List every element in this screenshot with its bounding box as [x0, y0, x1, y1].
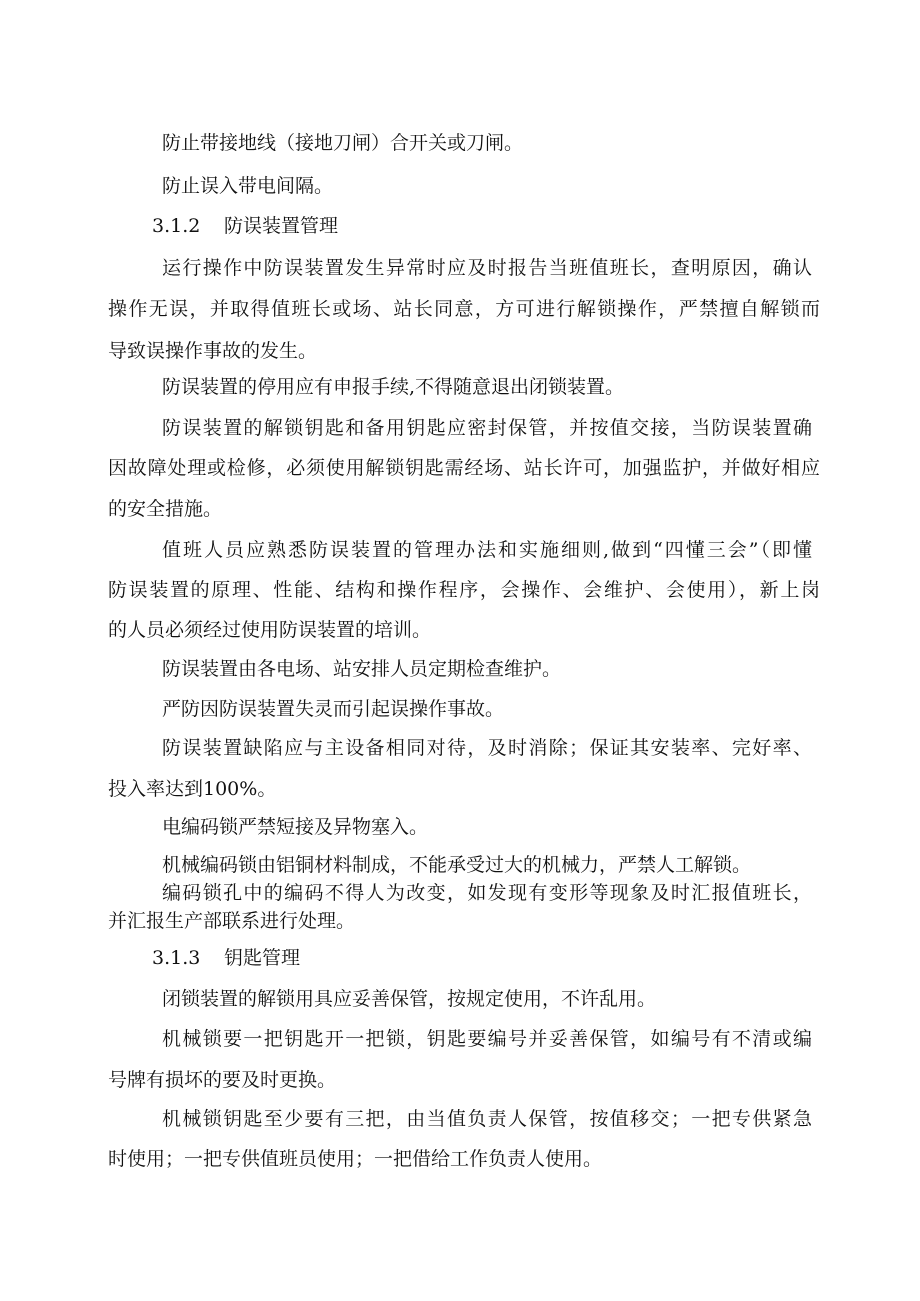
paragraph-line: 时使用；一把专供值班员使用；一把借给工作负责人使用。	[108, 1148, 603, 1170]
paragraph-line: 防误装置缺陷应与主设备相同对待，及时消除；保证其安装率、完好率、	[162, 737, 812, 759]
paragraph-line: 防误装置的解锁钥匙和备用钥匙应密封保管，并按值交接，当防误装置确	[162, 417, 812, 439]
paragraph-line: 并汇报生产部联系进行处理。	[108, 910, 356, 932]
section-title: 钥匙管理	[224, 947, 301, 969]
section-title: 防误装置管理	[224, 215, 339, 237]
paragraph-line: 值班人员应熟悉防误装置的管理办法和实施细则,做到“四懂三会”（即懂	[162, 539, 812, 561]
paragraph-line: 的人员必须经过使用防误装置的培训。	[108, 619, 432, 641]
paragraph-line: 闭锁装置的解锁用具应妥善保管，按规定使用，不许乱用。	[162, 988, 657, 1010]
paragraph-line: 机械锁钥匙至少要有三把，由当值负责人保管，按值移交；一把专供紧急	[162, 1108, 812, 1130]
paragraph-line: 因故障处理或检修，必须使用解锁钥匙需经场、站长许可，加强监护，并做好相应	[108, 457, 820, 479]
paragraph-line: 防误装置的停用应有申报手续,不得随意退出闭锁装置。	[162, 376, 625, 398]
paragraph-line: 防止带接地线（接地刀闸）合开关或刀闸。	[162, 132, 524, 154]
paragraph-line: 防误装置由各电场、站安排人员定期检查维护。	[162, 658, 562, 680]
section-heading	[152, 214, 864, 238]
paragraph-line: 号牌有损坏的要及时更换。	[108, 1069, 337, 1091]
paragraph-line: 机械锁要一把钥匙开一把锁，钥匙要编号并妥善保管，如编号有不清或编	[162, 1028, 812, 1050]
paragraph-line: 运行操作中防误装置发生异常时应及时报告当班值班长，查明原因，确认	[162, 257, 812, 279]
section-heading	[152, 946, 864, 970]
section-number: 3.1.2	[152, 215, 201, 237]
section-number: 3.1.3	[152, 947, 201, 969]
paragraph-line: 编码锁孔中的编码不得人为改变，如发现有变形等现象及时汇报值班长，	[162, 882, 812, 904]
paragraph-line: 机械编码锁由铝铜材料制成，不能承受过大的机械力，严禁人工解锁。	[162, 854, 752, 876]
paragraph-line: 的安全措施。	[108, 498, 223, 520]
paragraph-line: 防误装置的原理、性能、结构和操作程序，会操作、会维护、会使用），新上岗	[108, 579, 820, 601]
paragraph-line: 电编码锁严禁短接及异物塞入。	[162, 816, 429, 838]
paragraph-line: 严防因防误装置失灵而引起误操作事故。	[162, 698, 505, 720]
paragraph-line: 操作无误，并取得值班长或场、站长同意，方可进行解锁操作，严禁擅自解锁而	[108, 298, 820, 320]
paragraph-line: 防止误入带电间隔。	[162, 175, 334, 197]
paragraph-line: 投入率达到100%。	[108, 778, 277, 800]
paragraph-line: 导致误操作事故的发生。	[108, 340, 318, 362]
